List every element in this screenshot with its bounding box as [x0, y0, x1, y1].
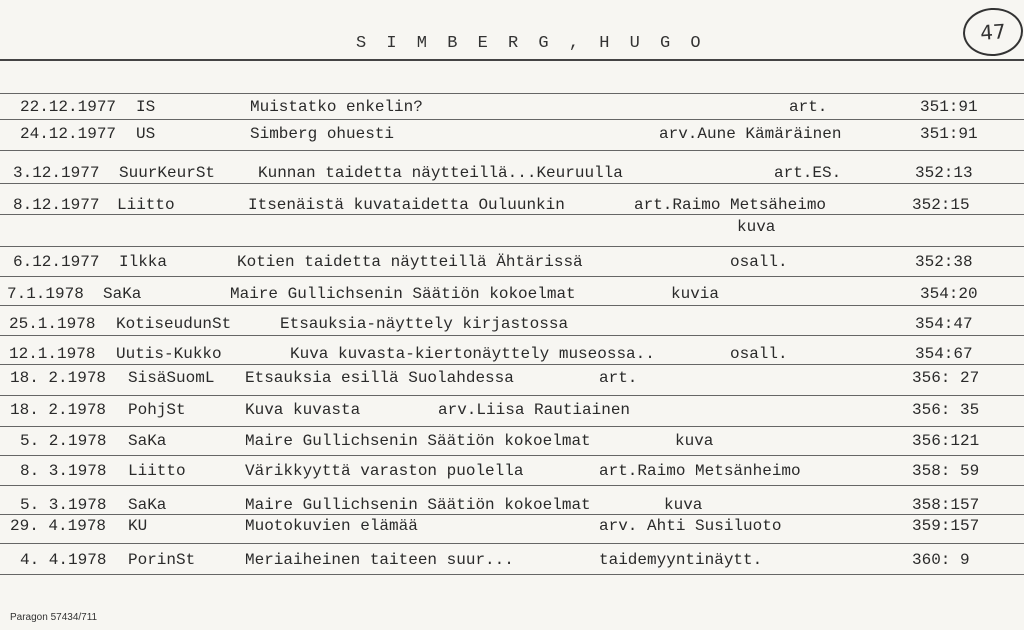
- entry-row: [0, 401, 1024, 425]
- rule-line: [0, 246, 1024, 247]
- entry-source: Ilkka: [119, 253, 168, 271]
- entry-note: art.ES.: [774, 164, 842, 182]
- entry-note: arv.Aune Kämäräinen: [659, 125, 842, 143]
- entry-source: Liitto: [128, 462, 186, 480]
- entry-date: 6.12.1977: [13, 253, 100, 271]
- entry-note: kuva: [675, 432, 714, 450]
- card-title: S I M B E R G , H U G O: [356, 34, 706, 53]
- entry-source: IS: [136, 98, 156, 116]
- entry-ref: 356:121: [912, 432, 980, 450]
- entry-row: [0, 196, 1024, 220]
- entry-ref: 352:15: [912, 196, 970, 214]
- entry-date: 18. 2.1978: [10, 401, 107, 419]
- entry-row-continuation: [0, 218, 1024, 242]
- entry-row: [0, 98, 1024, 122]
- entry-ref: 358:157: [912, 496, 980, 514]
- entry-row: [0, 164, 1024, 188]
- entry-date: 3.12.1977: [13, 164, 100, 182]
- entry-source: KotiseudunSt: [116, 315, 232, 333]
- card-number-circle: 47: [961, 6, 1024, 58]
- entry-note: taidemyyntinäytt.: [599, 551, 763, 569]
- entry-title: Maire Gullichsenin Säätiön kokoelmat: [245, 496, 591, 514]
- entry-title: Maire Gullichsenin Säätiön kokoelmat: [245, 432, 591, 450]
- entry-row: [0, 345, 1024, 369]
- entry-ref: 354:20: [920, 285, 978, 303]
- entry-title: Etsauksia-näyttely kirjastossa: [280, 315, 569, 333]
- entry-ref: 351:91: [920, 98, 978, 116]
- entry-note: osall.: [730, 253, 788, 271]
- printer-imprint: Paragon 57434/711: [10, 612, 98, 623]
- entry-source: PorinSt: [128, 551, 196, 569]
- entry-date: 24.12.1977: [20, 125, 117, 143]
- entry-date: 8.12.1977: [13, 196, 100, 214]
- entry-source: SaKa: [128, 432, 167, 450]
- entry-row: [0, 432, 1024, 456]
- entry-note: art.: [789, 98, 828, 116]
- entry-note: art.: [599, 369, 638, 387]
- entry-date: 12.1.1978: [9, 345, 96, 363]
- rule-line: [0, 426, 1024, 427]
- rule-line: [0, 59, 1024, 61]
- entry-date: 5. 3.1978: [20, 496, 107, 514]
- entry-date: 8. 3.1978: [20, 462, 107, 480]
- rule-line: [0, 543, 1024, 544]
- entry-source: SaKa: [103, 285, 142, 303]
- rule-line: [0, 93, 1024, 94]
- entry-source: SisäSuomL: [128, 369, 215, 387]
- entry-ref: 359:157: [912, 517, 980, 535]
- entry-date: 4. 4.1978: [20, 551, 107, 569]
- entry-source: Uutis-Kukko: [116, 345, 222, 363]
- entry-source: SuurKeurSt: [119, 164, 216, 182]
- entry-note: arv.Liisa Rautiainen: [438, 401, 631, 419]
- entry-title: Meriaiheinen taiteen suur...: [245, 551, 514, 569]
- entry-title: Etsauksia esillä Suolahdessa: [245, 369, 514, 387]
- entry-note: art.Raimo Metsäheimo: [634, 196, 827, 214]
- entry-date: 18. 2.1978: [10, 369, 107, 387]
- entry-title: Kuva kuvasta: [245, 401, 361, 419]
- entry-date: 25.1.1978: [9, 315, 96, 333]
- entry-ref: 358: 59: [912, 462, 980, 480]
- entry-source: SaKa: [128, 496, 167, 514]
- entry-row: [0, 369, 1024, 393]
- entry-source: PohjSt: [128, 401, 186, 419]
- entry-title: Simberg ohuesti: [250, 125, 395, 143]
- entry-title: Muotokuvien elämää: [245, 517, 418, 535]
- entry-source: US: [136, 125, 156, 143]
- entry-ref: 356: 27: [912, 369, 980, 387]
- entry-date: 5. 2.1978: [20, 432, 107, 450]
- entry-date: 22.12.1977: [20, 98, 117, 116]
- entry-title: Kuva kuvasta-kiertonäyttely museossa..: [290, 345, 655, 363]
- entry-title: Kunnan taidetta näytteillä...Keuruulla: [258, 164, 623, 182]
- entry-ref: 352:38: [915, 253, 973, 271]
- entry-ref: 352:13: [915, 164, 973, 182]
- entry-row: [0, 315, 1024, 339]
- entry-title: Muistatko enkelin?: [250, 98, 423, 116]
- entry-ref: 354:67: [915, 345, 973, 363]
- rule-line: [0, 395, 1024, 396]
- entry-row: [0, 517, 1024, 541]
- entry-title: Kotien taidetta näytteillä Ähtärissä: [237, 253, 583, 271]
- entry-ref: 354:47: [915, 315, 973, 333]
- entry-row: [0, 462, 1024, 486]
- entry-source: KU: [128, 517, 148, 535]
- entry-title: Värikkyyttä varaston puolella: [245, 462, 524, 480]
- entry-note: kuvia: [671, 285, 720, 303]
- entry-row: [0, 125, 1024, 149]
- entry-note: art.Raimo Metsänheimo: [599, 462, 801, 480]
- entry-row: [0, 253, 1024, 277]
- entry-title: Maire Gullichsenin Säätiön kokoelmat: [230, 285, 576, 303]
- entry-ref: 356: 35: [912, 401, 980, 419]
- entry-note: arv. Ahti Susiluoto: [599, 517, 782, 535]
- entry-note: osall.: [730, 345, 788, 363]
- entry-title: Itsenäistä kuvataidetta Ouluunkin: [248, 196, 565, 214]
- entry-ref: 351:91: [920, 125, 978, 143]
- entry-note-2: kuva: [737, 218, 776, 236]
- entry-row: [0, 285, 1024, 309]
- entry-source: Liitto: [117, 196, 175, 214]
- rule-line: [0, 150, 1024, 151]
- entry-row: [0, 551, 1024, 575]
- entry-date: 29. 4.1978: [10, 517, 107, 535]
- entry-note: kuva: [664, 496, 703, 514]
- entry-ref: 360: 9: [912, 551, 970, 569]
- entry-date: 7.1.1978: [7, 285, 84, 303]
